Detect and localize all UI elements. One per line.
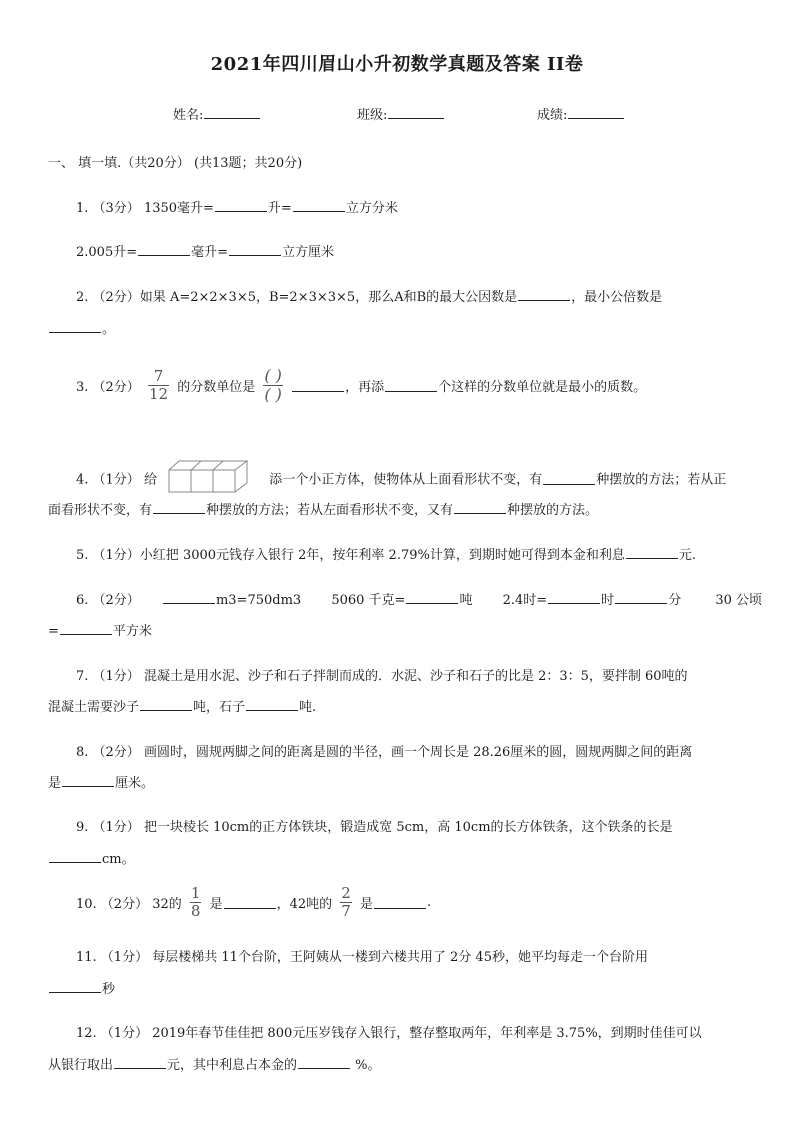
section-heading: 一、 填一填.（共20分） (共13题；共20分) — [48, 156, 303, 171]
question-8: 8. （2分） 画圆时，圆规两脚之间的距离是圆的半径，画一个周长是 28.26厘米的圆，圆规两脚之间的距离 — [76, 745, 693, 760]
answer-blank[interactable] — [163, 591, 215, 604]
name-field — [173, 104, 261, 123]
score-blank[interactable] — [568, 106, 624, 119]
answer-blank[interactable] — [114, 1056, 166, 1069]
question-10: 10. （2分） 32的 $\frac{1}{8}$ 是 ，42吨的 $\frac{2}{7}$ 是 . — [76, 884, 432, 920]
blank-fraction[interactable]: $\frac{( )}{( )}$ — [264, 366, 282, 404]
question-6-line-2: = 平方米 — [48, 624, 152, 639]
answer-blank[interactable] — [543, 472, 595, 485]
question-1-part-2: 2.005升= 毫升= 立方厘米 — [76, 245, 335, 260]
answer-blank[interactable] — [454, 501, 506, 514]
question-2-line-2: 。 — [48, 318, 115, 337]
answer-blank[interactable] — [229, 243, 281, 256]
question-2: 2. （2分）如果 A=2×2×3×5，B=2×3×3×5，那么A和B的最大公因数是 ，最小公倍数是 — [76, 290, 663, 305]
question-6: 6. （2分） m3=750dm3 5060 千克= 吨 2.4时= 时 分 30 公顷 — [76, 593, 763, 608]
answer-blank[interactable] — [215, 199, 267, 212]
answer-blank[interactable] — [224, 896, 276, 909]
fraction-7-12: $\frac{7}{12}$ — [148, 367, 169, 403]
cube-figure — [167, 458, 259, 498]
question-1: 1. （3分） 1350毫升= 升= 立方分米 — [76, 201, 398, 216]
answer-blank[interactable] — [406, 591, 458, 604]
class-label: 班级: — [357, 108, 388, 123]
question-7-line-2: 混凝土需要沙子 吨，石子 吨. — [48, 700, 317, 715]
question-3: 3. （2分） $\frac{7}{12}$ 的分数单位是 $\frac{( )}{( )}$ ，再添 个这样的分数单位就是最小的质数。 — [76, 366, 647, 404]
question-5: 5. （1分）小红把 3000元钱存入银行 2年，按年利率 2.79%计算，到期时她可得到本金和利息 元. — [76, 548, 696, 563]
answer-blank[interactable] — [626, 546, 678, 559]
question-12: 12. （1分） 2019年春节佳佳把 800元压岁钱存入银行，整存整取两年，年利率是 3.75%，到期时佳佳可以 — [76, 1026, 702, 1041]
answer-blank[interactable] — [140, 698, 192, 711]
score-field — [537, 104, 625, 123]
answer-blank[interactable] — [49, 320, 101, 333]
name-label: 姓名: — [173, 108, 204, 123]
question-9-line-2: cm。 — [48, 848, 135, 867]
answer-blank[interactable] — [49, 980, 101, 993]
answer-blank[interactable] — [615, 591, 667, 604]
answer-blank[interactable] — [548, 591, 600, 604]
answer-blank[interactable] — [298, 1056, 350, 1069]
question-12-line-2: 从银行取出 元，其中利息占本金的 %。 — [48, 1058, 381, 1073]
answer-blank[interactable] — [138, 243, 190, 256]
answer-blank[interactable] — [62, 774, 114, 787]
question-8-line-2: 是 厘米。 — [48, 776, 155, 791]
answer-blank[interactable] — [374, 896, 426, 909]
name-blank[interactable] — [204, 106, 260, 119]
answer-blank[interactable] — [246, 698, 298, 711]
answer-blank[interactable] — [60, 622, 112, 635]
cube-figure-icon — [167, 458, 259, 494]
question-11: 11. （1分） 每层楼梯共 11个台阶，王阿姨从一楼到六楼共用了 2分 45秒，她平均每走一个台阶用 — [76, 950, 648, 965]
answer-blank[interactable] — [385, 379, 437, 392]
question-4: 4. （1分） 给 添一个小正方体，使物体从上面看形状不变，有 种摆放的方法；若从正 — [76, 458, 726, 498]
question-4-line-2: 面看形状不变，有 种摆放的方法；若从左面看形状不变，又有 种摆放的方法。 — [48, 503, 599, 518]
fraction-1-8: $\frac{1}{8}$ — [190, 884, 201, 920]
score-label: 成绩: — [537, 108, 568, 123]
question-11-line-2: 秒 — [48, 978, 115, 997]
class-blank[interactable] — [388, 106, 444, 119]
answer-blank[interactable] — [153, 501, 205, 514]
fraction-2-7: $\frac{2}{7}$ — [341, 884, 351, 920]
answer-blank[interactable] — [293, 199, 345, 212]
answer-blank[interactable] — [292, 379, 344, 392]
class-field — [357, 104, 445, 123]
answer-blank[interactable] — [49, 850, 101, 863]
question-7: 7. （1分） 混凝土是用水泥、沙子和石子拌制而成的．水泥、沙子和石子的比是 2：3：5，要拌制 60吨的 — [76, 669, 688, 684]
page-title: 2021年四川眉山小升初数学真题及答案 II卷 — [210, 54, 584, 75]
answer-blank[interactable] — [518, 288, 570, 301]
question-9: 9. （1分） 把一块棱长 10cm的正方体铁块，锻造成宽 5cm，高 10cm的长方体铁条，这个铁条的长是 — [76, 820, 673, 835]
